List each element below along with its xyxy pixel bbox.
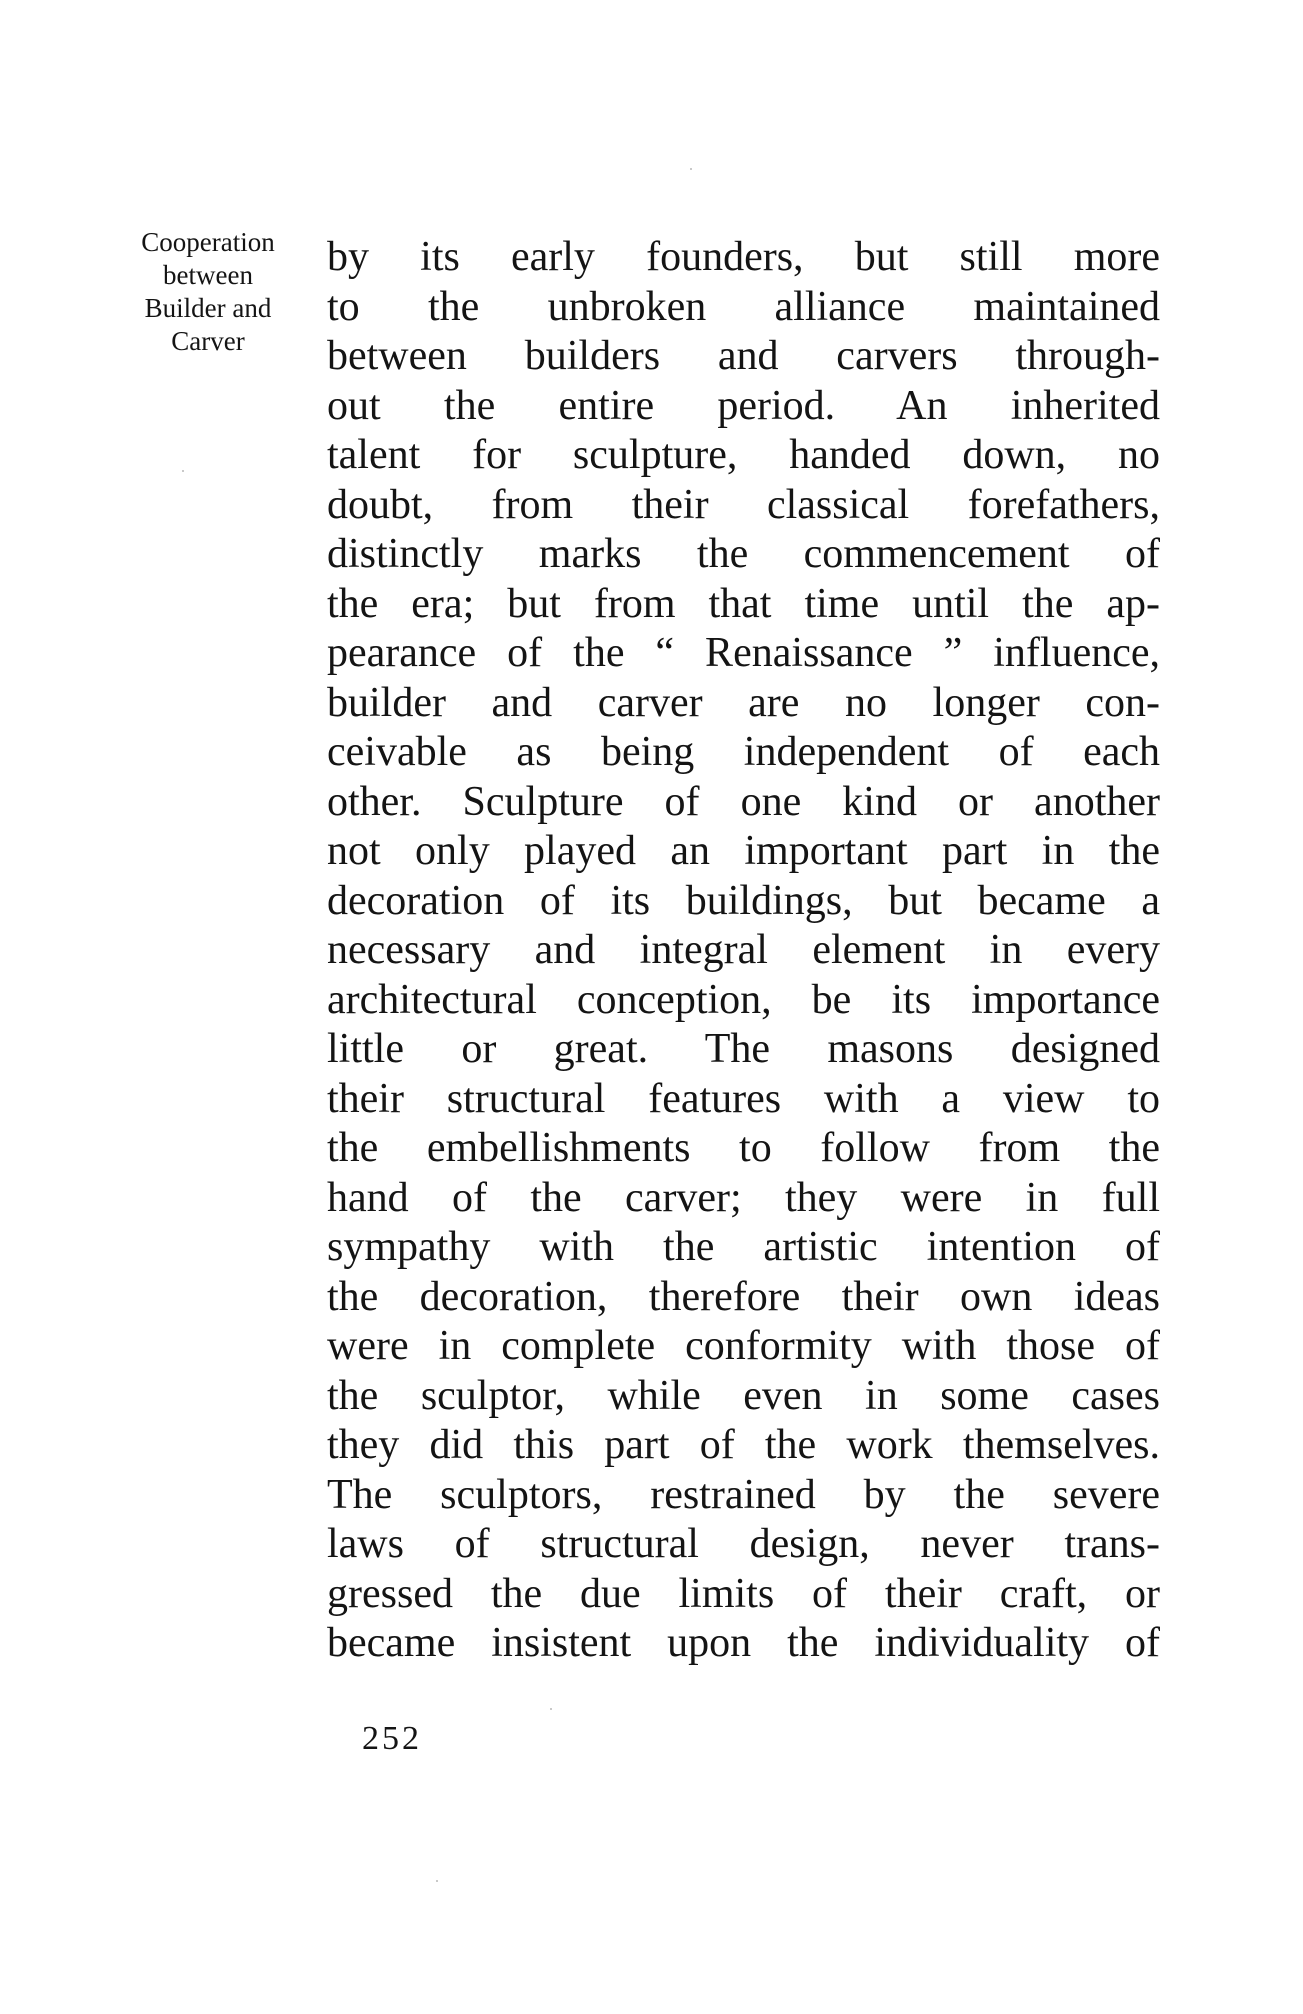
text-line: their structural features with a view to (327, 1075, 1160, 1122)
text-line: the embellishments to follow from the (327, 1125, 1160, 1171)
paper-speck (436, 1880, 438, 1882)
text-line: laws of structural design, never trans- (327, 1521, 1160, 1567)
text-line: talent for sculpture, handed down, no (327, 432, 1160, 478)
text-line: the decoration, therefore their own ideas (327, 1273, 1160, 1320)
text-line: distinctly marks the commencement of (327, 531, 1160, 577)
paper-speck (550, 1708, 552, 1710)
text-line: not only played an important part in the (327, 828, 1160, 874)
margin-note-line: Cooperation (141, 227, 275, 257)
text-line: the era; but from that time until the ap- (327, 580, 1160, 627)
text-line: ceivable as being independent of each (327, 729, 1160, 775)
paper-speck (182, 470, 184, 472)
text-line: gressed the due limits of their craft, or (327, 1570, 1160, 1617)
margin-note-line: between (163, 260, 253, 290)
text-line: to the unbroken alliance maintained (327, 283, 1160, 330)
margin-note-line: Carver (171, 326, 245, 356)
body-text (327, 233, 1160, 1669)
margin-note (108, 226, 308, 358)
text-line: little or great. The masons designed (327, 1026, 1160, 1072)
margin-note-line: Builder and (144, 293, 272, 323)
text-line: hand of the carver; they were in full (327, 1174, 1160, 1221)
text-line: between builders and carvers through- (327, 333, 1160, 379)
text-line: doubt, from their classical forefathers, (327, 481, 1160, 528)
page-number: 252 (362, 1720, 422, 1757)
text-line: necessary and integral element in every (327, 927, 1160, 973)
text-line: the sculptor, while even in some cases (327, 1372, 1160, 1419)
text-line: sympathy with the artistic intention of (327, 1224, 1160, 1270)
text-line: other. Sculpture of one kind or another (327, 778, 1160, 825)
paper-speck (690, 168, 692, 170)
text-line: decoration of its buildings, but became a (327, 877, 1160, 924)
text-line: they did this part of the work themselves. (327, 1422, 1160, 1468)
text-line: out the entire period. An inherited (327, 382, 1160, 429)
text-line: were in complete conformity with those of (327, 1323, 1160, 1369)
text-line: builder and carver are no longer con- (327, 679, 1160, 726)
text-line: became insistent upon the individuality of (327, 1620, 1160, 1666)
text-line: architectural conception, be its importance (327, 976, 1160, 1023)
text-line: by its early founders, but still more (327, 234, 1160, 280)
text-line: pearance of the “ Renaissance ” influence, (327, 630, 1160, 676)
text-line: The sculptors, restrained by the severe (327, 1471, 1160, 1518)
